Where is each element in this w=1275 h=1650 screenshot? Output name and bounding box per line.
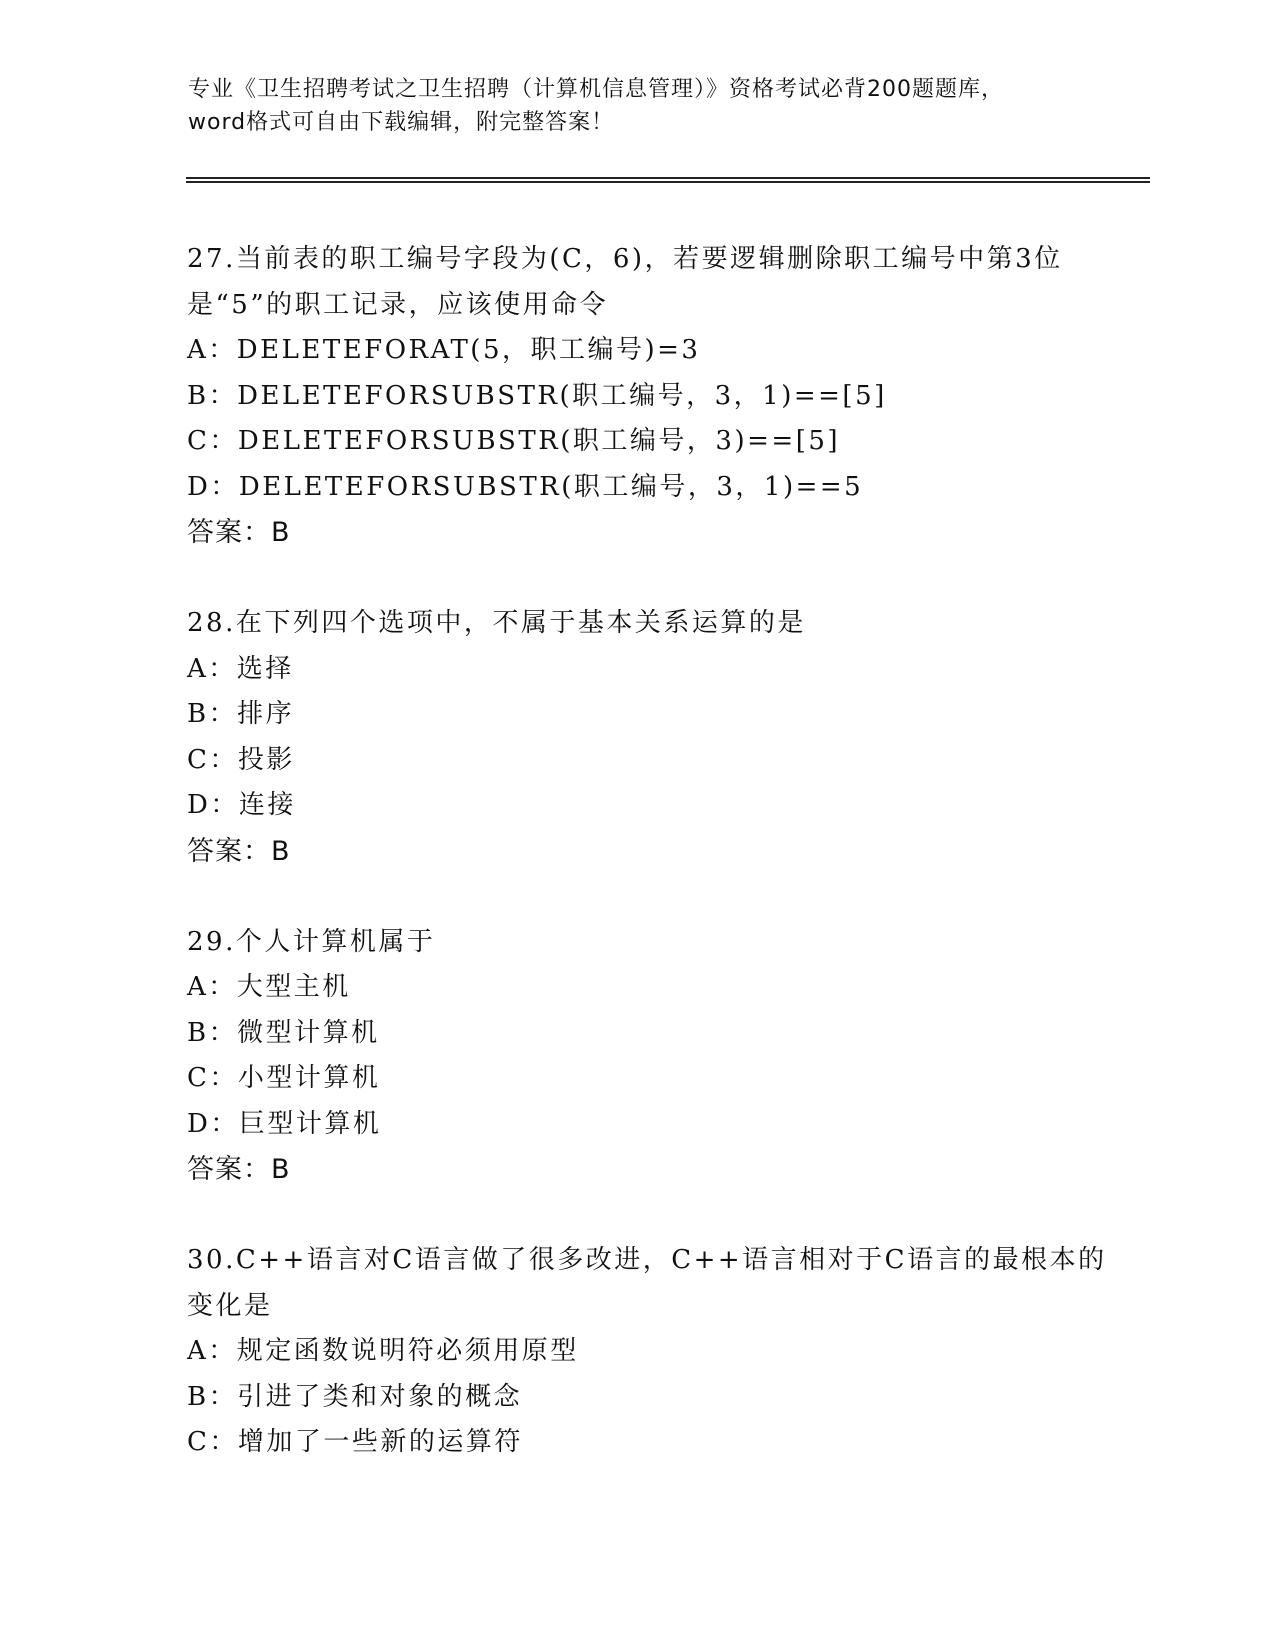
option-d — [187, 1102, 1087, 1148]
option-label: D： — [187, 1108, 239, 1139]
question-stem: 变化是 — [187, 1290, 273, 1321]
option-a — [187, 328, 1087, 374]
option-a — [187, 965, 1087, 1011]
option-text: DELETEFORSUBSTR(职工编号，3，1)==5 — [238, 471, 864, 502]
question-29 — [187, 920, 1087, 1193]
option-text: 排序 — [237, 699, 295, 729]
option-label: D： — [187, 790, 239, 820]
answer-line: 答案：B — [187, 1154, 291, 1185]
option-b — [187, 1011, 1087, 1057]
option-label: C： — [187, 1427, 238, 1457]
option-a — [187, 647, 1087, 693]
option-text: DELETEFORAT(5，职工编号)=3 — [236, 335, 701, 365]
question-stem: 27.当前表的职工编号字段为(C，6)，若要逻辑删除职工编号中第3位 — [187, 244, 1063, 274]
option-label: B： — [187, 380, 238, 411]
answer-line: 答案：B — [187, 517, 291, 548]
option-label: A： — [187, 653, 237, 684]
option-text: DELETEFORSUBSTR(职工编号，3，1)==[5] — [237, 380, 887, 411]
question-30 — [187, 1238, 1107, 1466]
option-label: C： — [187, 1063, 238, 1093]
question-27 — [187, 237, 1087, 556]
option-d — [187, 465, 1087, 511]
option-text: 引进了类和对象的概念 — [237, 1381, 523, 1412]
option-text: 连接 — [238, 790, 296, 820]
option-c — [187, 1420, 1087, 1466]
option-label: C： — [187, 426, 238, 456]
option-c — [187, 738, 1087, 784]
option-text: 规定函数说明符必须用原型 — [236, 1336, 579, 1366]
option-text: 巨型计算机 — [238, 1108, 382, 1139]
option-b — [187, 1375, 1087, 1421]
question-stem: 29.个人计算机属于 — [187, 926, 436, 957]
option-text: 微型计算机 — [237, 1017, 380, 1048]
option-text: 投影 — [237, 744, 295, 775]
option-label: C： — [187, 744, 238, 775]
option-c — [187, 1056, 1087, 1102]
header-line-2: word格式可自由下载编辑，附完整答案！ — [188, 110, 615, 135]
question-stem: 是“5”的职工记录，应该使用命令 — [187, 289, 609, 320]
question-list — [187, 237, 1107, 1466]
question-stem: 28.在下列四个选项中，不属于基本关系运算的是 — [187, 608, 806, 638]
question-28 — [187, 601, 1087, 874]
option-text: DELETEFORSUBSTR(职工编号，3)==[5] — [237, 426, 841, 456]
option-a — [187, 1329, 1087, 1375]
option-text: 增加了一些新的运算符 — [237, 1427, 523, 1457]
header-divider-bottom — [186, 181, 1150, 183]
option-d — [187, 783, 1087, 829]
answer-line: 答案：B — [187, 835, 291, 867]
option-c — [187, 419, 1087, 465]
option-label: A： — [187, 1336, 237, 1366]
question-stem: 30.C++语言对C语言做了很多改进，C++语言相对于C语言的最根本的 — [187, 1245, 1107, 1275]
option-text: 选择 — [236, 653, 294, 684]
option-text: 小型计算机 — [237, 1063, 381, 1093]
option-label: A： — [187, 972, 237, 1002]
option-label: B： — [187, 1381, 238, 1412]
option-text: 大型主机 — [236, 972, 351, 1002]
header-divider-top — [186, 177, 1150, 179]
header-line-1: 专业《卫生招聘考试之卫生招聘（计算机信息管理）》资格考试必背200题题库， — [188, 77, 1004, 102]
option-label: B： — [187, 1017, 238, 1048]
option-label: B： — [187, 699, 238, 729]
option-label: A： — [187, 335, 237, 365]
option-b — [187, 692, 1087, 738]
option-b — [187, 374, 1087, 420]
option-label: D： — [187, 471, 239, 502]
document-header — [188, 73, 1088, 139]
